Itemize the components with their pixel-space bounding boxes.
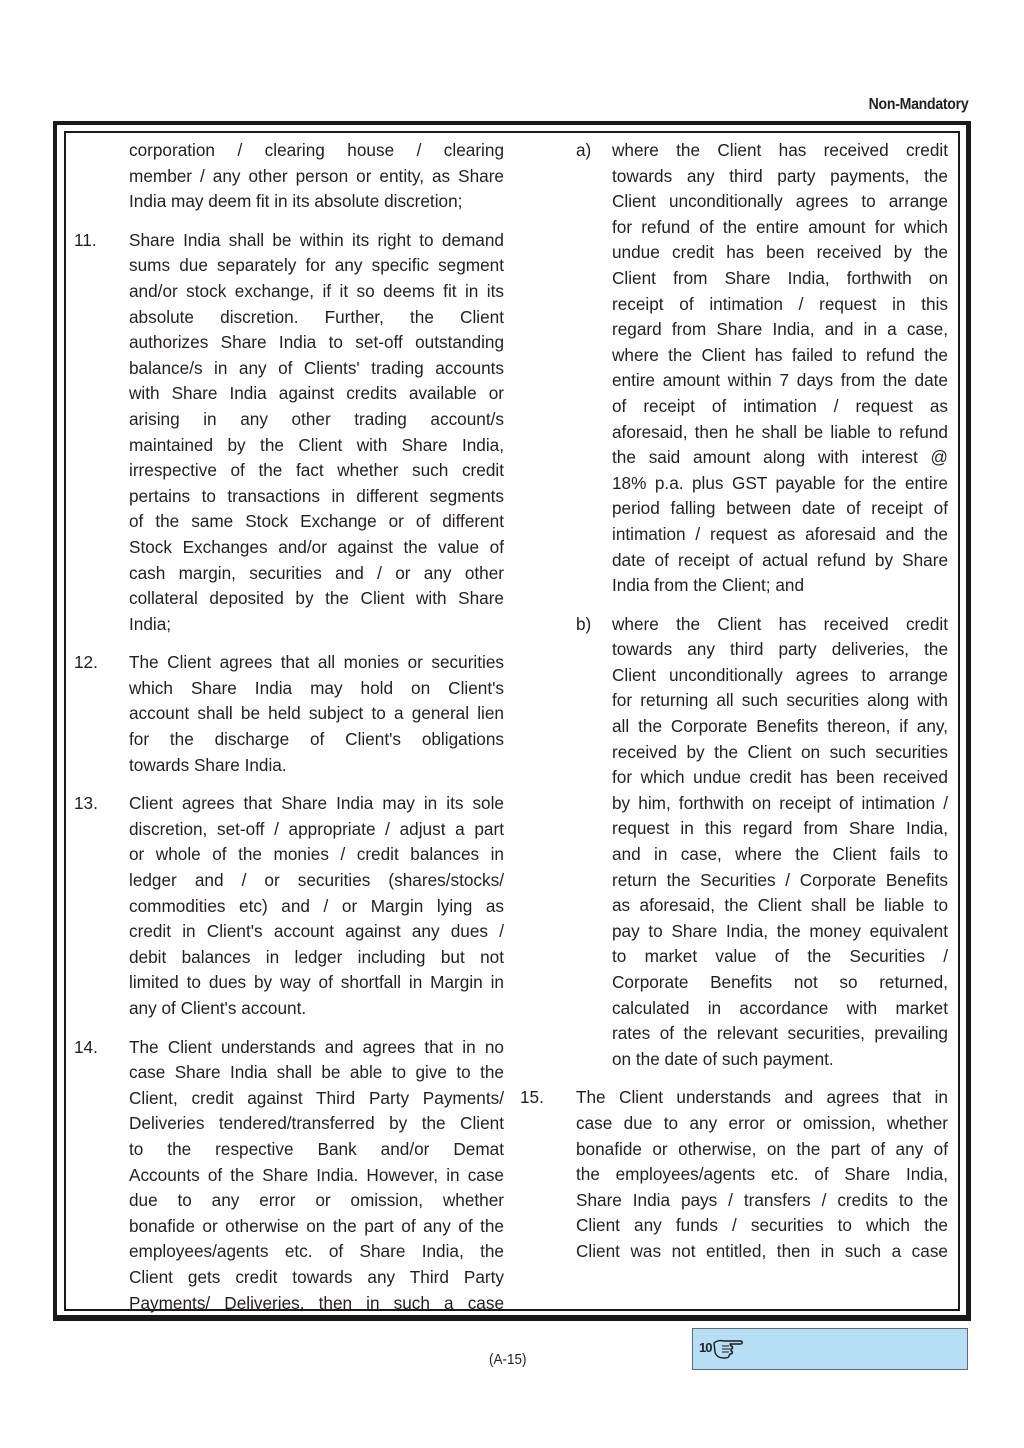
clause-13 [74,791,504,1021]
paragraph-gap [520,599,948,612]
text-line: any of Client's account. [129,998,307,1018]
text-line: absolute discretion. Further, the Client [129,306,504,327]
paragraph-gap [74,215,504,228]
text-line: with Share India against credits available or [129,383,504,404]
clause-12 [74,650,504,778]
text-line: sums due separately for any specific segment [129,255,504,276]
text-line: Corporate Benefits not so returned, [612,972,948,992]
text-line: all the Corporate Benefits thereon, if any, [612,716,948,737]
clause-15 [520,1085,948,1264]
document-category-label: Non-Mandatory [868,96,968,113]
clause-text [129,138,504,215]
clause-number: b) [576,613,592,634]
text-line: towards Share India. [129,754,287,775]
text-line: due to any error or omission, whether [129,1190,504,1211]
text-line: receipt of intimation / request in this [612,293,948,314]
text-line: Payments/ Deliveries, then in such a case [129,1292,504,1313]
text-line: Stock Exchanges and/or against the value of [129,536,504,557]
text-line: intimation / request as aforesaid and the [612,523,948,544]
text-line: request in this regard from Share India, [612,818,948,839]
text-line: corporation / clearing house / clearing [129,140,504,160]
note-reference-number: 10 [699,1340,712,1355]
text-line: pertains to transactions in different segments [129,485,504,506]
text-line: Accounts of the Share India. However, in case [129,1164,504,1185]
text-line: debit balances in ledger including but not [129,946,504,967]
text-line: irrespective of the fact whether such credit [129,460,504,481]
text-line: arising in any other trading account/s [129,408,504,429]
text-line: date of receipt of actual refund by Share [612,549,948,570]
text-line: Share India pays / transfers / credits to the [576,1189,948,1210]
clause-text [129,1035,504,1317]
text-line: return the Securities / Corporate Benefits [612,869,948,890]
paragraph-gap [74,1022,504,1035]
text-line: where the Client has failed to refund the [612,344,948,365]
text-line: ledger and / or securities (shares/stocks/ [129,870,504,891]
text-line: towards any third party payments, the [612,165,948,186]
clause-text [129,650,504,778]
text-line: where the Client has received credit [612,140,948,160]
text-line: The Client understands and agrees that in [576,1087,948,1108]
clause-continuation [74,138,504,215]
clause-text [129,791,504,1021]
text-line: limited to dues by way of shortfall in Margin in [129,972,504,993]
paragraph-gap [74,778,504,791]
clause-text [612,138,948,599]
text-line: for refund of the entire amount for which [612,216,948,237]
text-line: commodities etc) and / or Margin lying as [129,895,504,916]
text-line: to the respective Bank and/or Demat [129,1138,504,1159]
clause-number: a) [576,140,592,160]
pointing-hand-icon [712,1337,748,1359]
paragraph-gap [520,1072,948,1085]
clause-text [576,1085,948,1264]
text-line: collateral deposited by the Client with Share [129,588,504,609]
text-line: as aforesaid, the Client shall be liable to [612,895,948,916]
clause-number: 11. [74,229,97,250]
text-line: authorizes Share India to set-off outstanding [129,332,504,353]
text-line: or whole of the monies / credit balances in [129,844,504,865]
text-line: Client unconditionally agrees to arrange [612,191,948,212]
text-line: which Share India may hold on Client's [129,677,504,698]
text-line: Client unconditionally agrees to arrange [612,664,948,685]
text-line: period falling between date of receipt of [612,498,948,519]
text-line: balance/s in any of Clients' trading accounts [129,357,504,378]
note-reference-box [692,1328,968,1370]
text-line: discretion, set-off / appropriate / adjust a part [129,818,504,839]
text-line: towards any third party deliveries, the [612,639,948,660]
clause-text [612,612,948,1073]
clause-number: 12. [74,652,98,673]
text-line: member / any other person or entity, as Share [129,165,504,186]
text-line: Client was not entitled, then in such a case [576,1240,948,1261]
text-line: case due to any error or omission, whether [576,1112,948,1133]
clause-number: 15. [520,1087,544,1108]
text-line: 18% p.a. plus GST payable for the entire [612,472,948,493]
clause-b [520,612,948,1073]
text-line: credit in Client's account against any dues / [129,921,504,942]
text-line: for the discharge of Client's obligations [129,729,504,750]
clause-text [129,228,504,638]
clause-14 [74,1035,504,1317]
text-line: regard from Share India, and in a case, [612,319,948,340]
text-line: and/or stock exchange, if it so deems fit in its [129,280,504,301]
text-line: of the same Stock Exchange or of different [129,511,504,532]
text-line: where the Client has received credit [612,613,948,634]
page-number: (A-15) [489,1351,527,1368]
left-column [74,138,504,1316]
text-line: Share India shall be within its right to demand [129,229,504,250]
text-line: India; [129,613,172,634]
text-line: to market value of the Securities / [612,946,948,967]
text-line: calculated in accordance with market [612,997,948,1018]
clause-11 [74,228,504,638]
text-line: of receipt of intimation / request as [612,395,948,416]
text-line: the employees/agents etc. of Share India, [576,1164,948,1185]
text-line: Client any funds / securities to which the [576,1215,948,1236]
text-line: the said amount along with interest @ [612,447,948,468]
text-line: cash margin, securities and / or any other [129,562,504,583]
text-line: The Client understands and agrees that in no [129,1036,504,1057]
text-line: Client, credit against Third Party Payments/ [129,1087,504,1108]
text-line: The Client agrees that all monies or securities [129,652,504,673]
text-line: on the date of such payment. [612,1048,834,1069]
text-line: Client gets credit towards any Third Party [129,1266,504,1287]
text-line: rates of the relevant securities, prevailing [612,1023,948,1044]
text-line: for which undue credit has been received [612,767,948,788]
text-line: employees/agents etc. of Share India, the [129,1241,504,1262]
text-line: bonafide or otherwise on the part of any of the [129,1215,504,1236]
right-column [520,138,948,1265]
text-line: maintained by the Client with Share India, [129,434,504,455]
text-line: Client from Share India, forthwith on [612,267,948,288]
text-line: India from the Client; and [612,575,805,596]
clause-number: 14. [74,1036,98,1057]
paragraph-gap [74,637,504,650]
text-line: aforesaid, then he shall be liable to refund [612,421,948,442]
text-line: entire amount within 7 days from the date [612,370,948,391]
text-line: Deliveries tendered/transferred by the Client [129,1113,504,1134]
text-line: bonafide or otherwise, on the part of any of [576,1138,948,1159]
text-line: Client agrees that Share India may in its sole [129,793,504,814]
text-line: received by the Client on such securities [612,741,948,762]
text-line: case Share India shall be able to give to the [129,1062,504,1083]
clause-number: 13. [74,793,98,814]
text-line: by him, forthwith on receipt of intimation / [612,792,948,813]
text-line: for returning all such securities along with [612,690,948,711]
clause-a [520,138,948,599]
text-line: and in case, where the Client fails to [612,844,948,865]
text-line: India may deem fit in its absolute discretion; [129,191,463,212]
text-line: pay to Share India, the money equivalent [612,920,948,941]
text-line: account shall be held subject to a general lien [129,703,504,724]
text-line: undue credit has been received by the [612,242,948,263]
